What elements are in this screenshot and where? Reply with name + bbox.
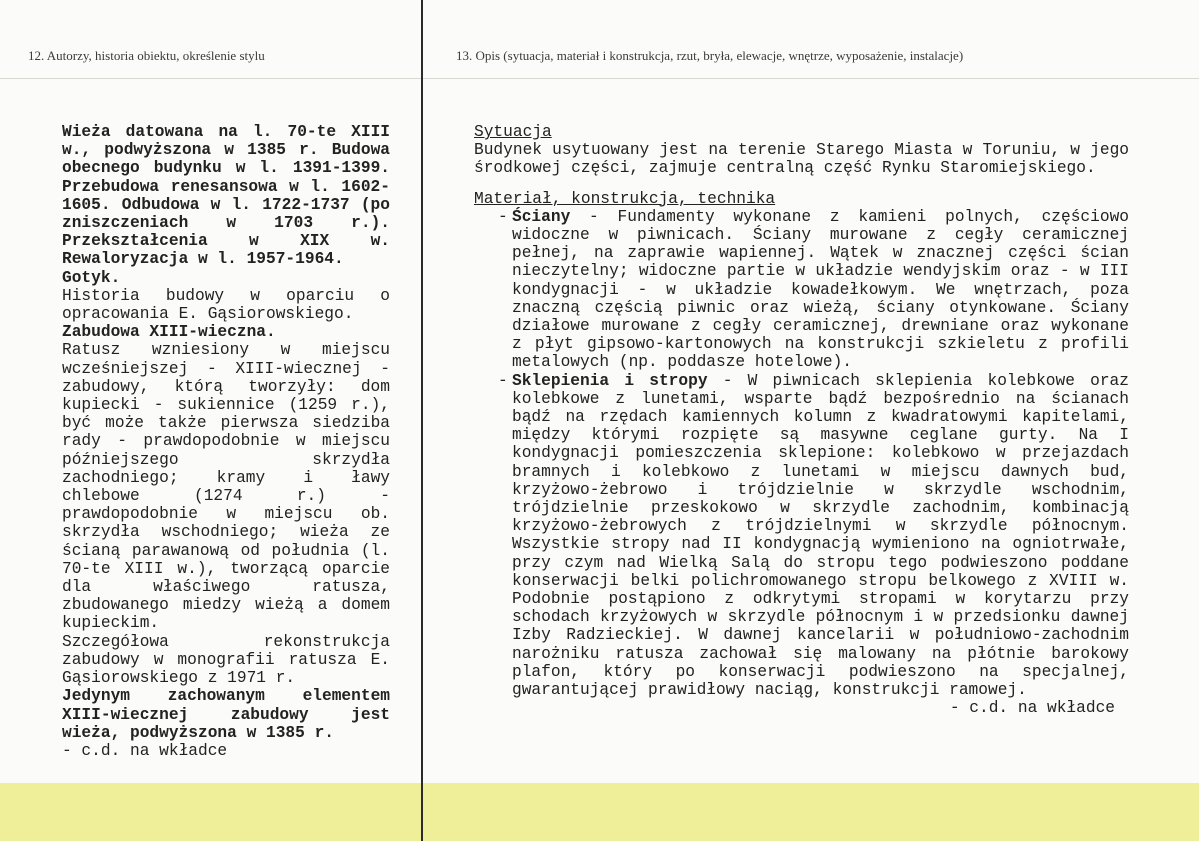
column-divider	[421, 0, 423, 841]
header-rule	[0, 78, 1199, 79]
dating-paragraph: Wieża datowana na l. 70-te XIII w., podwyższona w 1385 r. Budowa obecnego budynku w l. 1391-1399. Przebudowa renesansowa w l. 1602-1605. Odbudowa w l. 1722-1737 (po zniszczeniach w 1703 r.). Przekształcenia w XIX w. Rewaloryzacja w l. 1957-1964.	[62, 123, 390, 269]
walls-paragraph	[512, 208, 1129, 372]
vaults-text: - W piwnicach sklepienia kolebkowe oraz kolebkowe z lunetami, wsparte bądź bezpośrednio na ścianach bądź na rzędach kamiennych kolumn z kwadratowymi kapitelami, między którymi rozpięte są masywne ceglane gurty. Na I kondygnacji pomieszczenia sklepione: kolebkowo w przejazdach bramnych i kolebkowo z lunetami w miejscu dawnych bud, krzyżowo-żebrowo i trójdzielnie w skrzydle wschodnim, trójdzielnie przeskokowo w skrzydle zachodnim, kombinacją krzyżowo-żebrowych z trójdzielnymi w skrzydle północnym. Wszystkie stropy nad II kondygnacją wymieniono na ogniotrwałe, przy czym nad Wielką Salą do stropu tego podwieszono poddane konserwacji belki polichromowanego stropu belkowego z XVIII w. Podobnie postąpiono z odkrytymi stropami w korytarzu przy schodach krzyżowych w skrzydle północnym i w przedsionku dawnej Izby Radzieckiej. W dawnej kancelarii w południowo-zachodnim narożniku ratusza zachował się malowany na płótnie barokowy plafon, który po konserwacji podwieszono na specjalnej, gwarantującej prawidłowy naciąg, konstrukcji ramowej.	[512, 371, 1129, 700]
vaults-item	[474, 372, 1129, 700]
history-column	[62, 123, 390, 760]
style-label: Gotyk.	[62, 268, 121, 287]
section-13-header: 13. Opis (sytuacja, materiał i konstrukcja, rzut, bryła, elewacje, wnętrze, wyposażenie, instalacje)	[456, 48, 964, 63]
list-dash: -	[498, 371, 508, 390]
vaults-paragraph	[512, 372, 1129, 700]
preserved-element-paragraph: Jedynym zachowanym elementem XIII-wiecznej zabudowy jest wieża, podwyższona w 1385 r.	[62, 687, 390, 742]
yellow-paper-strip	[0, 783, 1199, 841]
walls-label: Ściany	[512, 207, 571, 226]
situation-paragraph: Budynek usytuowany jest na terenie Starego Miasta w Toruniu, w jego środkowej części, zajmuje centralną część Rynku Staromiejskiego.	[474, 141, 1129, 178]
situation-heading: Sytuacja	[474, 123, 552, 141]
list-dash: -	[498, 207, 508, 226]
walls-item	[474, 208, 1129, 372]
description-column	[474, 123, 1129, 718]
history-source-paragraph: Historia budowy w oparciu o opracowania E. Gąsiorowskiego.	[62, 286, 390, 324]
xiii-century-paragraph: Ratusz wzniesiony w miejscu wcześniejszej - XIII-wiecznej - zabudowy, którą tworzyły: dom kupiecki - sukiennice (1259 r.), być może także pierwsza siedziba rady - prawdopodobnie w miejscu późniejszego skrzydła zachodniego; kramy i ławy chlebowe (1274 r.) - prawdopodobnie w miejscu ob. skrzydła wschodniego; wieża ze ścianą parawanową od południa (l. 70-te XIII w.), tworzącą oparcie dla właściwego ratusza, zbudowanego miedzy wieżą a domem kupieckim.	[62, 341, 390, 633]
section-12-header: 12. Autorzy, historia obiektu, określenie stylu	[28, 48, 265, 63]
continued-note-right: - c.d. na wkładce	[949, 699, 1115, 718]
walls-text: - Fundamenty wykonane z kamieni polnych, częściowo widoczne w piwnicach. Ściany murowane z cegły ceramicznej pełnej, na zaprawie wapiennej. Wątek w znacznej części ścian nieczytelny; widoczne partie w układzie wendyjskim oraz - w III kondygnacji - w układzie kowadełkowym. We wnętrzach, poza znaczną częścią piwnic oraz wieżą, ściany otynkowane. Ściany działowe murowane z cegły ceramicznej, drewniane oraz wykonane z płyt gipsowo-kartonowych na konstrukcji szkieletu z profili metalowych (np. poddasze hotelowe).	[512, 207, 1129, 372]
xiii-century-heading: Zabudowa XIII-wieczna.	[62, 323, 276, 342]
vaults-label: Sklepienia i stropy	[512, 371, 708, 390]
material-heading: Materiał, konstrukcja, technika	[474, 189, 776, 208]
reconstruction-paragraph: Szczegółowa rekonstrukcja zabudowy w monografii ratusza E. Gąsiorowskiego z 1971 r.	[62, 632, 390, 688]
continued-note-left: - c.d. na wkładce	[62, 741, 228, 760]
